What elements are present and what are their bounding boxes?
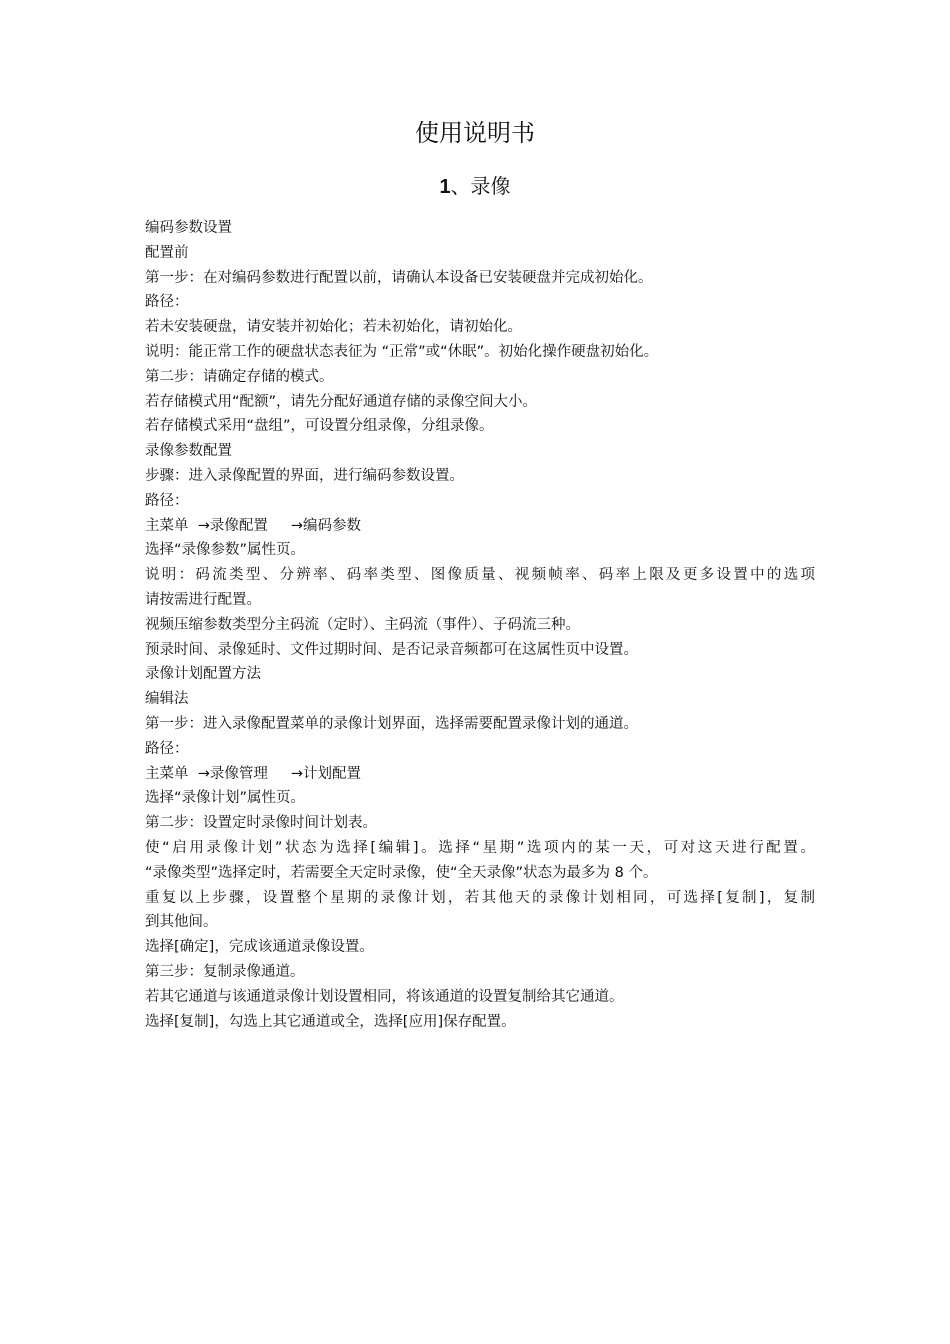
paragraph-line: 选择“录像参数”属性页。 <box>145 542 306 559</box>
paragraph-line: “录像类型”选择定时，若需要全天定时录像，使“全天录像”状态为最多为 8 个。 <box>145 864 658 881</box>
paragraph-line: 若其它通道与该通道录像计划设置相同，将该通道的设置复制给其它通道。 <box>145 988 624 1005</box>
menu-path: 主菜单 →录像管理 →计划配置 <box>145 765 362 782</box>
paragraph-line: 配置前 <box>145 244 189 261</box>
paragraph-line: 第二步：设置定时录像时间计划表。 <box>145 815 377 832</box>
paragraph-line: 第三步：复制录像通道。 <box>145 963 305 980</box>
paragraph-line: 第一步：进入录像配置菜单的录像计划界面，选择需要配置录像计划的通道。 <box>145 715 638 732</box>
section-heading-text: 、录像 <box>450 174 511 198</box>
document-title: 使用说明书 <box>415 119 535 147</box>
paragraph-line: 说明：能正常工作的硬盘状态表征为 “正常”或“休眠”。初始化操作硬盘初始化。 <box>145 343 659 360</box>
subsection-heading: 录像计划配置方法 <box>145 666 261 683</box>
section-number: 1 <box>439 176 451 198</box>
paragraph-line: 视频压缩参数类型分主码流（定时）、主码流（事件）、子码流三种。 <box>145 616 580 633</box>
section-heading <box>0 172 950 201</box>
paragraph-line: 若存储模式采用“盘组”，可设置分组录像，分组录像。 <box>145 418 494 435</box>
paragraph-line: 若未安装硬盘，请安装并初始化；若未初始化，请初始化。 <box>145 319 522 336</box>
paragraph-line: 第二步：请确定存储的模式。 <box>145 368 334 385</box>
paragraph-line: 选择[复制]，勾选上其它通道或全，选择[应用]保存配置。 <box>145 1013 516 1030</box>
subsection-heading: 编码参数设置 <box>145 220 232 236</box>
paragraph-line: 重复以上步骤，设置整个星期的录像计划，若其他天的录像计划相同，可选择[复制]，复制 <box>145 889 815 906</box>
paragraph-line: 说明：码流类型、分辨率、码率类型、图像质量、视频帧率、码率上限及更多设置中的选项 <box>145 567 815 584</box>
paragraph-line: 第一步：在对编码参数进行配置以前，请确认本设备已安装硬盘并完成初始化。 <box>145 269 653 286</box>
paragraph-line: 路径： <box>145 740 189 757</box>
paragraph-line: 路径： <box>145 294 189 311</box>
document-body <box>145 216 815 1034</box>
paragraph-line: 使“启用录像计划”状态为选择[编辑]。选择“星期”选项内的某一天，可对这天进行配置。 <box>145 839 815 856</box>
paragraph-line: 若存储模式用“配额”，请先分配好通道存储的录像空间大小。 <box>145 393 538 410</box>
paragraph-line: 到其他间。 <box>145 914 218 931</box>
paragraph-line: 编辑法 <box>145 691 189 708</box>
paragraph-line: 预录时间、录像延时、文件过期时间、是否记录音频都可在这属性页中设置。 <box>145 641 638 658</box>
menu-path: 主菜单 →录像配置 →编码参数 <box>145 517 362 534</box>
paragraph-line: 请按需进行配置。 <box>145 591 261 608</box>
paragraph-line: 选择“录像计划”属性页。 <box>145 790 306 807</box>
paragraph-line: 路径： <box>145 492 189 509</box>
subsection-heading: 录像参数配置 <box>145 443 232 460</box>
paragraph-line: 选择[确定]，完成该通道录像设置。 <box>145 939 374 956</box>
paragraph-line: 步骤：进入录像配置的界面，进行编码参数设置。 <box>145 467 464 484</box>
